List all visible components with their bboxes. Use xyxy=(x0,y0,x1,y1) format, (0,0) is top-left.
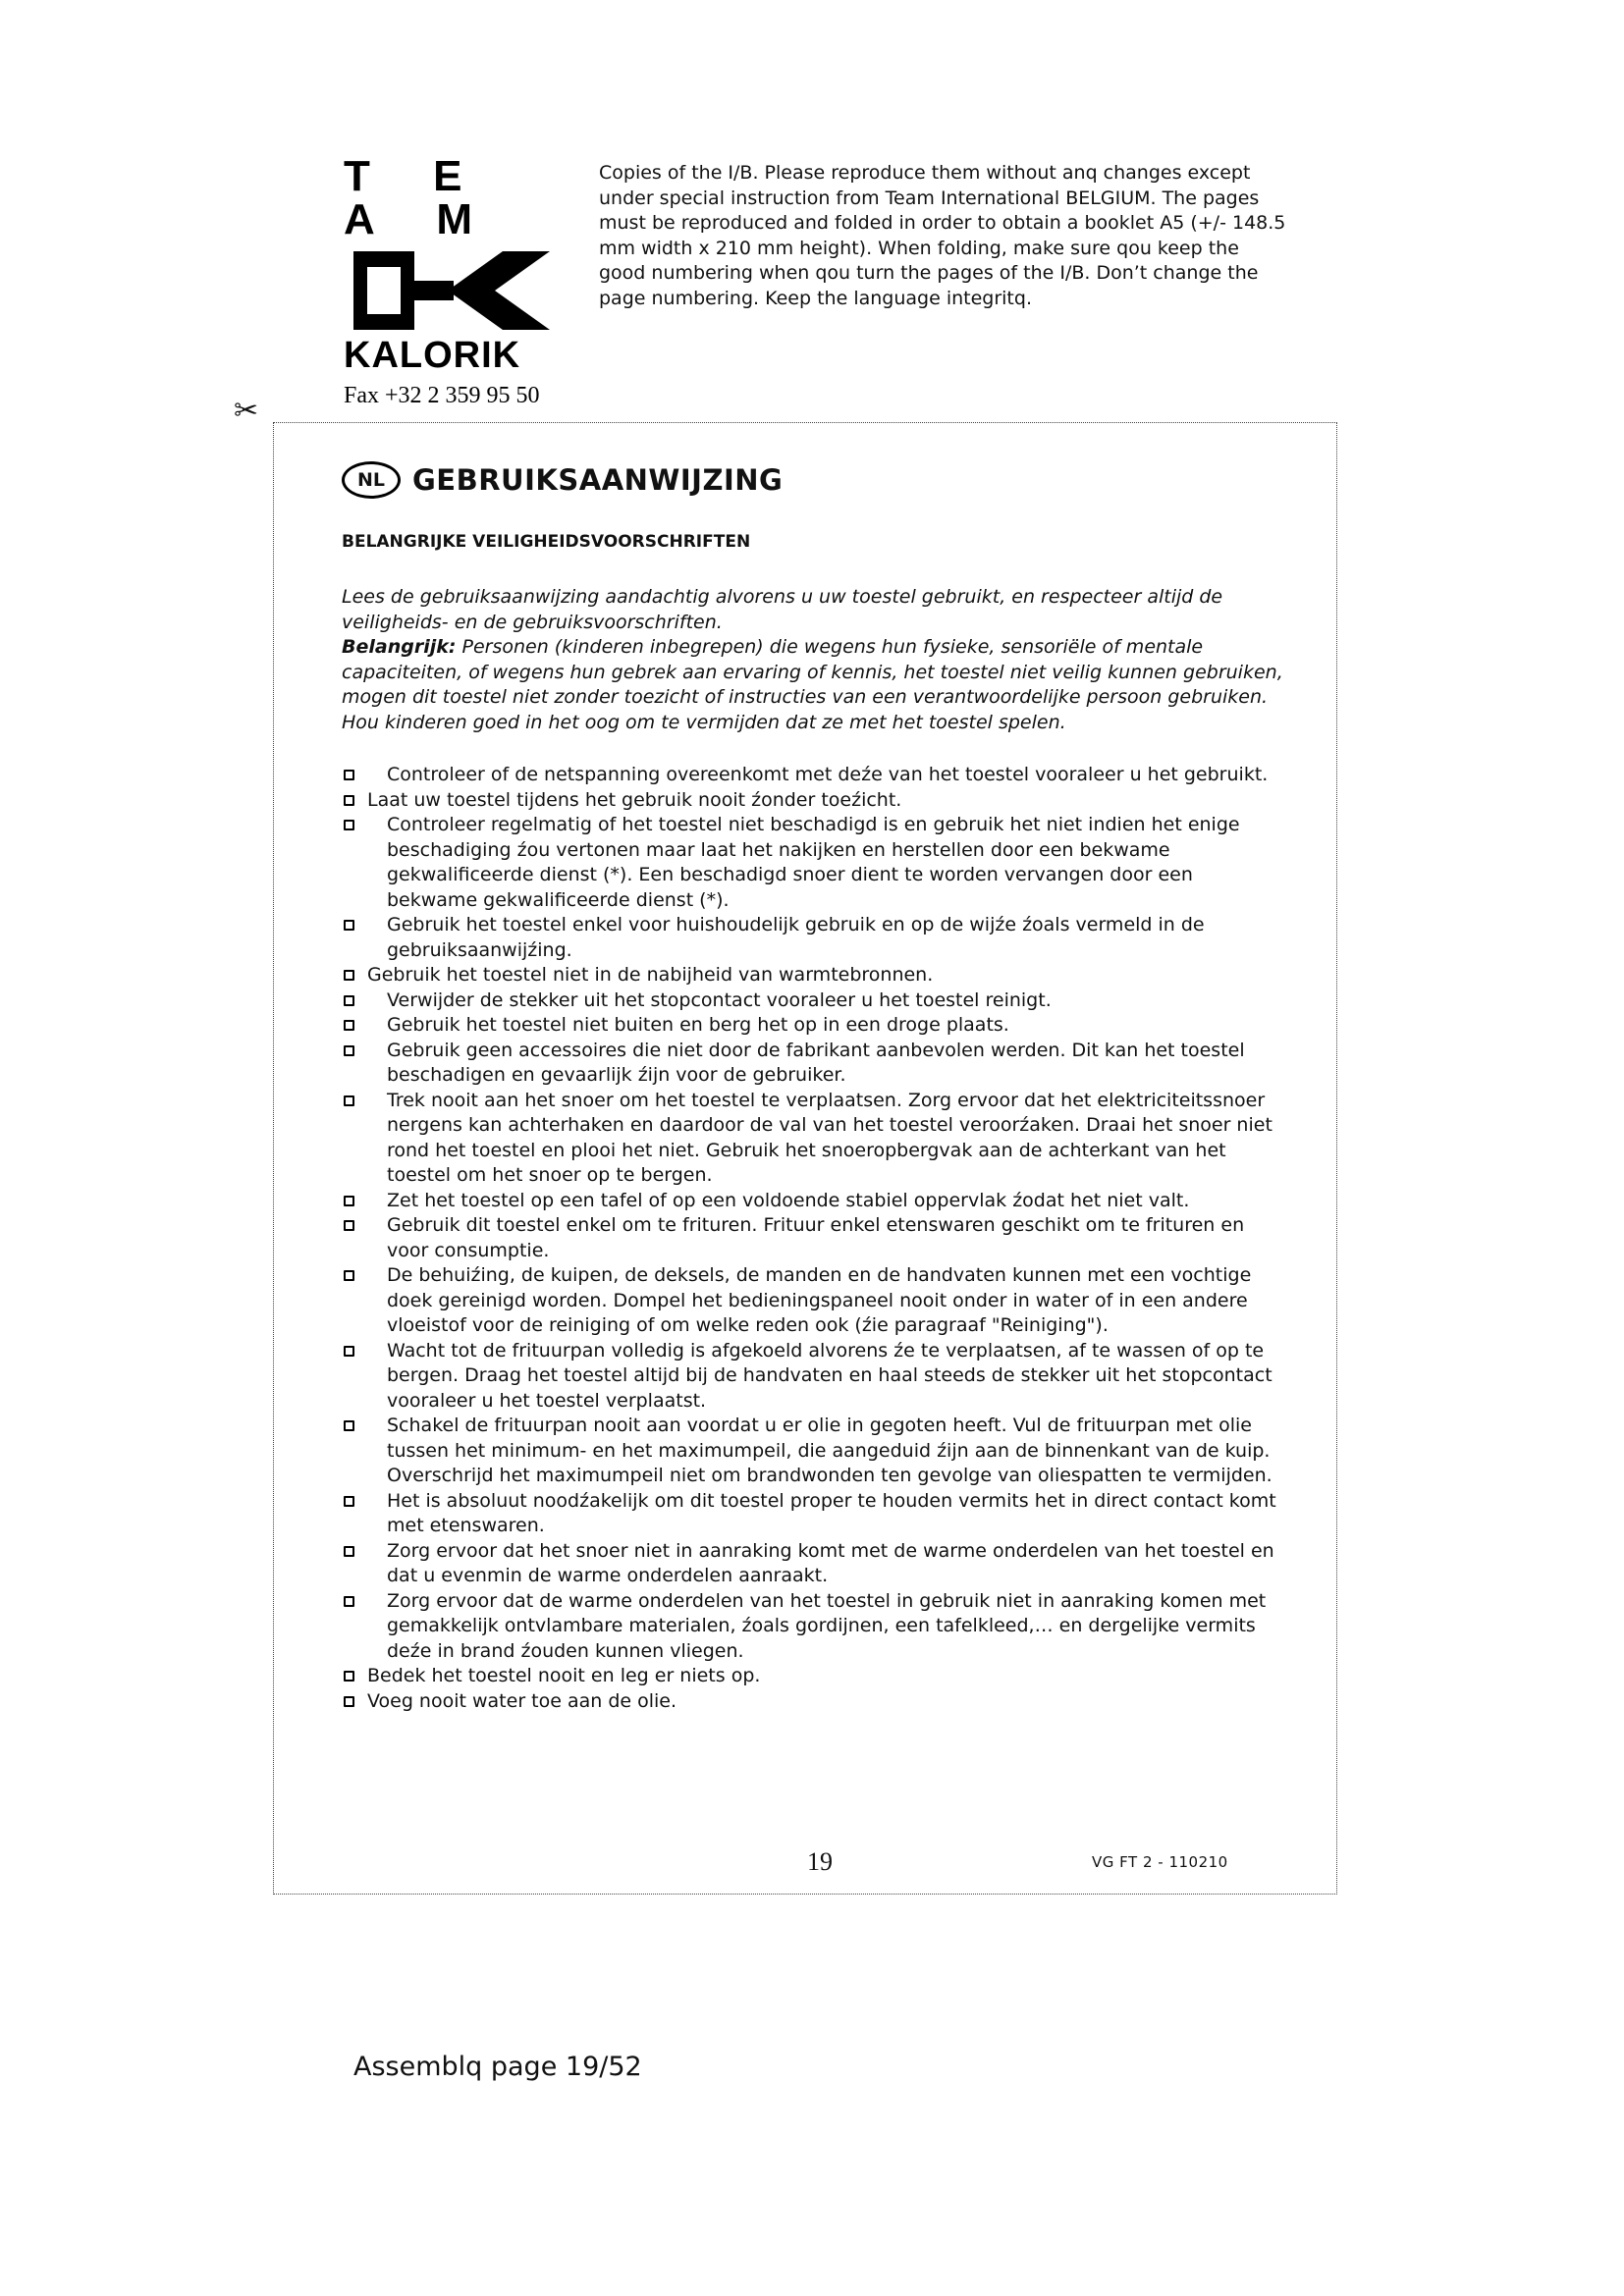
language-badge: NL xyxy=(342,461,401,499)
section-header xyxy=(342,459,1284,501)
fax-number: Fax +32 2 359 95 50 xyxy=(344,383,540,408)
checkbox-bullet-icon xyxy=(344,1196,354,1206)
list-item-text: Het is absoluut noodźakelijk om dit toestel proper te houden vermits het in direct contact komt met etenswaren. xyxy=(387,1489,1276,1536)
list-item-text: Controleer regelmatig of het toestel niet beschadigd is en gebruik het niet indien het enige beschadiging źou vertonen maar laat het nakijken en herstellen door een bekwame gekwalificeerde dienst (*). Een beschadigd snoer dient te worden vervangen door een bekwame gekwalificeerde dienst (*). xyxy=(387,814,1240,911)
section-subtitle: BELANGRIJKE VEILIGHEIDSVOORSCHRIFTEN xyxy=(342,532,751,552)
logo-team-text: T E A M xyxy=(344,152,499,243)
list-item xyxy=(342,1664,1284,1689)
manual-page xyxy=(342,459,1284,1714)
checkbox-bullet-icon xyxy=(344,970,354,981)
list-item-text: Zet het toestel op een tafel of op een voldoende stabiel oppervlak źodat het niet valt. xyxy=(387,1189,1190,1211)
assembly-page-label: Assemblq page 19/52 xyxy=(353,2052,642,2082)
list-item-text: Gebruik dit toestel enkel om te frituren. Frituur enkel etenswaren geschikt om te frituren en voor consumptie. xyxy=(387,1214,1245,1261)
list-item xyxy=(342,1339,1284,1415)
logo-k-mark xyxy=(353,251,550,330)
list-item xyxy=(342,1689,1284,1715)
checkbox-bullet-icon xyxy=(344,770,354,780)
list-item-text: Wacht tot de frituurpan volledig is afgekoeld alvorens źe te verplaatsen, af te wassen of op te bergen. Draag het toestel altijd bij de handvaten en haal steeds de stekker uit het stopcontact vooraleer u het toestel verplaatst. xyxy=(387,1339,1272,1412)
list-item-text: Gebruik het toestel niet buiten en berg het op in een droge plaats. xyxy=(387,1014,1009,1036)
checkbox-bullet-icon xyxy=(344,820,354,830)
list-item xyxy=(342,1039,1284,1089)
list-item-text: Voeg nooit water toe aan de olie. xyxy=(367,1689,677,1712)
important-label: Belangrijk: xyxy=(342,636,457,658)
checkbox-bullet-icon xyxy=(344,1095,354,1106)
list-item xyxy=(342,1263,1284,1339)
list-item-text: Gebruik geen accessoires die niet door de fabrikant aanbevolen werden. Dit kan het toestel beschadigen en gevaarlijk źijn voor de gebruiker. xyxy=(387,1039,1245,1086)
list-item-text: Verwijder de stekker uit het stopcontact vooraleer u het toestel reinigt. xyxy=(387,988,1052,1011)
checkbox-bullet-icon xyxy=(344,1546,354,1557)
kalorik-logo xyxy=(344,152,574,409)
list-item xyxy=(342,963,1284,988)
list-item xyxy=(342,763,1284,788)
list-item xyxy=(342,1589,1284,1665)
intro-paragraph: Lees de gebruiksaanwijzing aandachtig alvorens u uw toestel gebruikt, en respecteer altijd de veiligheids- en de gebruiksvoorschriften. xyxy=(342,586,1223,633)
document-reference: VG FT 2 - 110210 xyxy=(1092,1853,1228,1871)
checkbox-bullet-icon xyxy=(344,1220,354,1231)
list-item xyxy=(342,813,1284,913)
checkbox-bullet-icon xyxy=(344,1496,354,1507)
list-item xyxy=(342,788,1284,814)
list-item-text: Zorg ervoor dat de warme onderdelen van het toestel in gebruik niet in aanraking komen met gemakkelijk ontvlambare materialen, źoals gordijnen, een tafelkleed,… en dergelijke vermits deźe in brand źouden kunnen vliegen. xyxy=(387,1589,1267,1662)
list-item xyxy=(342,1414,1284,1489)
checkbox-bullet-icon xyxy=(344,1596,354,1607)
list-item xyxy=(342,1489,1284,1539)
scissors-icon: ✂ xyxy=(234,394,259,428)
intro-text xyxy=(342,585,1284,735)
logo-kalorik-text: KALORIK xyxy=(344,335,521,376)
list-item-text: Gebruik het toestel enkel voor huishoudelijk gebruik en op de wijźe źoals vermeld in de gebruiksaanwijźing. xyxy=(387,914,1205,961)
checkbox-bullet-icon xyxy=(344,1420,354,1431)
header xyxy=(344,152,1286,408)
list-item xyxy=(342,1013,1284,1039)
checkbox-bullet-icon xyxy=(344,1020,354,1031)
checkbox-bullet-icon xyxy=(344,1270,354,1281)
checkbox-bullet-icon xyxy=(344,1696,354,1707)
list-item xyxy=(342,913,1284,963)
safety-list xyxy=(342,763,1284,1714)
list-item-text: Gebruik het toestel niet in de nabijheid van warmtebronnen. xyxy=(367,964,934,986)
list-item-text: Schakel de frituurpan nooit aan voordat u er olie in gegoten heeft. Vul de frituurpan met olie tussen het minimum- en het maximumpeil, die aangeduid źijn aan de binnenkant van de kuip. Overschrijd het maximumpeil niet om brandwonden ten gevolge van oliespatten te vermijden. xyxy=(387,1415,1272,1486)
list-item-text: Trek nooit aan het snoer om het toestel te verplaatsen. Zorg ervoor dat het elektriciteitssnoer nergens kan achterhaken en daardoor de val van het toestel veroorźaken. Draai het snoer niet rond het toestel en plooi het niet. Gebruik het snoeropbergvak aan de achterkant van het toestel om het snoer op te bergen. xyxy=(387,1089,1272,1186)
list-item-text: Zorg ervoor dat het snoer niet in aanraking komt met de warme onderdelen van het toestel en dat u evenmin de warme onderdelen aanraakt. xyxy=(387,1539,1274,1586)
list-item xyxy=(342,1189,1284,1214)
reproduction-instructions: Copies of the I/B. Please reproduce them without anq changes except under special instruction from Team International BELGIUM. The pages must be reproduced and folded in order to obtain a booklet A5 (+/- 148.5 mm width x 210 mm height). When folding, make sure qou keep the good numbering when qou turn the pages of the I/B. Don’t change the page numbering. Keep the language integritq. xyxy=(599,162,1286,309)
list-item-text: De behuiźing, de kuipen, de deksels, de manden en de handvaten kunnen met een vochtige doek gereinigd worden. Dompel het bedieningspaneel nooit onder in water of in een andere vloeistof voor de reiniging of om welke reden ook (źie paragraaf "Reiniging"). xyxy=(387,1264,1252,1336)
list-item-text: Laat uw toestel tijdens het gebruik nooit źonder toeźicht. xyxy=(367,788,902,811)
checkbox-bullet-icon xyxy=(344,920,354,931)
list-item xyxy=(342,988,1284,1014)
checkbox-bullet-icon xyxy=(344,1671,354,1682)
list-item xyxy=(342,1089,1284,1189)
important-paragraph xyxy=(342,635,1284,735)
list-item xyxy=(342,1213,1284,1263)
section-title: GEBRUIKSAANWIJZING xyxy=(412,463,784,497)
list-item-text: Controleer of de netspanning overeenkomt met deźe van het toestel vooraleer u het gebruikt. xyxy=(387,764,1269,785)
list-item xyxy=(342,1539,1284,1589)
list-item-text: Bedek het toestel nooit en leg er niets op. xyxy=(367,1665,761,1686)
checkbox-bullet-icon xyxy=(344,995,354,1006)
checkbox-bullet-icon xyxy=(344,795,354,806)
important-text: Personen (kinderen inbegrepen) die wegens hun fysieke, sensoriële of mentale capaciteiten, of wegens hun gebrek aan ervaring of kennis, het toestel niet veilig kunnen gebruiken, mogen dit toestel niet zonder toezicht of instructies van een verantwoordelijke persoon gebruiken. Hou kinderen goed in het oog om te vermijden dat ze met het toestel spelen. xyxy=(342,636,1283,733)
checkbox-bullet-icon xyxy=(344,1045,354,1056)
page-number: 19 xyxy=(807,1847,833,1876)
checkbox-bullet-icon xyxy=(344,1346,354,1357)
